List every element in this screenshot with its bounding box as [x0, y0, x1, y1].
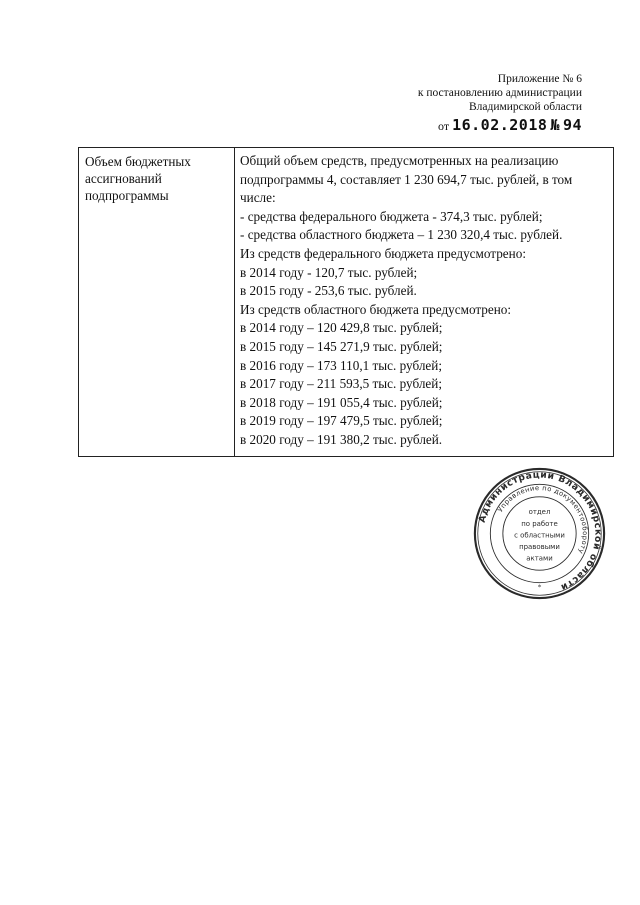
- stamp-center-line: правовыми: [519, 542, 560, 551]
- list-item: - средства федерального бюджета - 374,3 тыс. рублей;: [240, 208, 543, 224]
- stamp-inner-text: Управление по документообороту: [496, 484, 589, 556]
- stamp-outer-text: Администрации Владимирской области: [476, 469, 604, 593]
- list-item: в 2018 году – 191 055,4 тыс. рублей;: [240, 394, 443, 410]
- document-header: [418, 72, 582, 133]
- total-paragraph: Общий объем средств, предусмотренных на реализацию подпрограммы 4, составляет 1 230 694,7 тыс. рублей, в том числе:: [240, 153, 573, 206]
- row-content: [235, 148, 614, 457]
- list-item: в 2015 году - 253,6 тыс. рублей.: [240, 283, 417, 299]
- star-icon: *: [537, 582, 542, 592]
- appendix-subtitle: к постановлению администрации: [417, 87, 582, 99]
- list-item: в 2014 году - 120,7 тыс. рублей;: [240, 264, 418, 280]
- table-row: [79, 148, 614, 457]
- budget-table: [78, 147, 614, 457]
- list-item: в 2015 году – 145 271,9 тыс. рублей;: [240, 338, 443, 354]
- official-stamp: [472, 466, 607, 601]
- section-heading: Из средств областного бюджета предусмотрено:: [240, 301, 512, 317]
- row-label: Объем бюджетных ассигнований подпрограммы: [79, 148, 235, 457]
- list-item: в 2019 году – 197 479,5 тыс. рублей;: [240, 413, 443, 429]
- section-heading: Из средств федерального бюджета предусмотрено:: [240, 245, 526, 261]
- list-item: в 2020 году – 191 380,2 тыс. рублей.: [240, 431, 443, 447]
- stamp-center-line: отдел: [528, 508, 551, 517]
- appendix-title: Приложение № 6: [497, 73, 582, 85]
- list-item: в 2014 году – 120 429,8 тыс. рублей;: [240, 320, 443, 336]
- stamp-center-line: с областными: [514, 531, 565, 540]
- decree-date-line: [418, 118, 582, 133]
- list-item: в 2017 году – 211 593,5 тыс. рублей;: [240, 376, 442, 392]
- list-item: - средства областного бюджета – 1 230 320,4 тыс. рублей.: [240, 227, 563, 243]
- decree-number: 94: [562, 116, 582, 134]
- stamp-center-line: по работе: [521, 519, 558, 528]
- appendix-region: Владимирской области: [468, 101, 582, 113]
- date-prefix: от: [438, 119, 450, 133]
- stamp-center-line: актами: [526, 554, 553, 563]
- list-item: в 2016 году – 173 110,1 тыс. рублей;: [240, 357, 442, 373]
- decree-date: 16.02.2018: [452, 116, 548, 134]
- number-sign: №: [550, 116, 560, 134]
